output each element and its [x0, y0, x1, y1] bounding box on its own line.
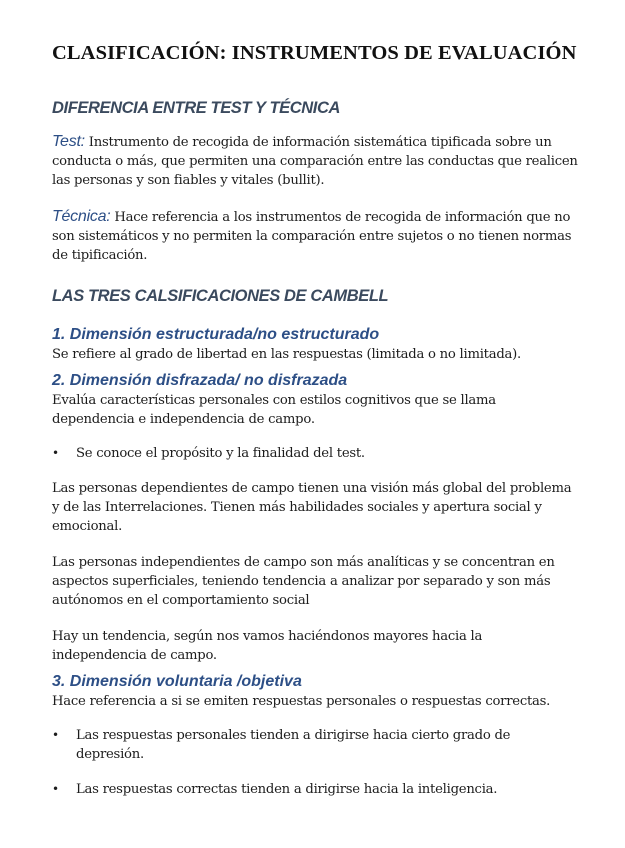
- dimension-1-text: Se refiere al grado de libertad en las respuestas (limitada o no limitada).: [52, 347, 521, 362]
- test-definition: [52, 132, 580, 190]
- dimension-3-heading: 3. Dimensión voluntaria /objetiva: [52, 673, 302, 690]
- tecnica-term: Técnica:: [52, 208, 111, 225]
- list-item-text: Las respuestas correctas tienden a dirigirse hacia la inteligencia.: [76, 782, 498, 797]
- dimension-3-text: Hace referencia a si se emiten respuestas personales o respuestas correctas.: [52, 694, 551, 709]
- independientes-paragraph: Las personas independientes de campo son más analíticas y se concentran en aspectos superficiales, teniendo tendencia a analizar por separado y son más autónomos en el comportamiento social: [52, 555, 555, 608]
- list-item: [52, 726, 580, 764]
- list-item-text: Las respuestas personales tienden a dirigirse hacia cierto grado de depresión.: [76, 728, 511, 762]
- dimension-1-heading: 1. Dimensión estructurada/no estructurado: [52, 326, 380, 343]
- tendencia-paragraph: Hay un tendencia, según nos vamos haciéndonos mayores hacia la independencia de campo.: [52, 629, 483, 663]
- dimension-2-heading: 2. Dimensión disfrazada/ no disfrazada: [52, 372, 348, 389]
- list-item-text: Se conoce el propósito y la finalidad del test.: [76, 446, 365, 461]
- bullet-icon: •: [52, 446, 59, 460]
- list-item: [52, 444, 580, 463]
- dependientes-paragraph: Las personas dependientes de campo tienen una visión más global del problema y de las Interrelaciones. Tienen más habilidades sociales y apertura social y emocional.: [52, 481, 572, 534]
- section-heading-cambell: LAS TRES CALSIFICACIONES DE CAMBELL: [52, 287, 389, 305]
- test-term: Test:: [52, 133, 85, 150]
- document-title: CLASIFICACIÓN: INSTRUMENTOS DE EVALUACIÓN: [52, 42, 577, 64]
- document-page: [52, 42, 580, 799]
- test-text: Instrumento de recogida de información sistemática tipificada sobre un conducta o más, que permiten una comparación entre las conductas que realicen las personas y son fiables y vitales (bullit).: [52, 135, 578, 188]
- bullet-icon: •: [52, 782, 59, 796]
- dimension-2-text: Evalúa características personales con estilos cognitivos que se llama dependencia e independencia de campo.: [52, 393, 496, 427]
- tecnica-text: Hace referencia a los instrumentos de recogida de información que no son sistemáticos y no permiten la comparación entre sujetos o no tienen normas de tipificación.: [52, 210, 572, 263]
- section-heading-diferencia: DIFERENCIA ENTRE TEST Y TÉCNICA: [52, 99, 340, 117]
- bullet-icon: •: [52, 728, 59, 742]
- tecnica-definition: [52, 207, 580, 265]
- list-item: [52, 780, 580, 799]
